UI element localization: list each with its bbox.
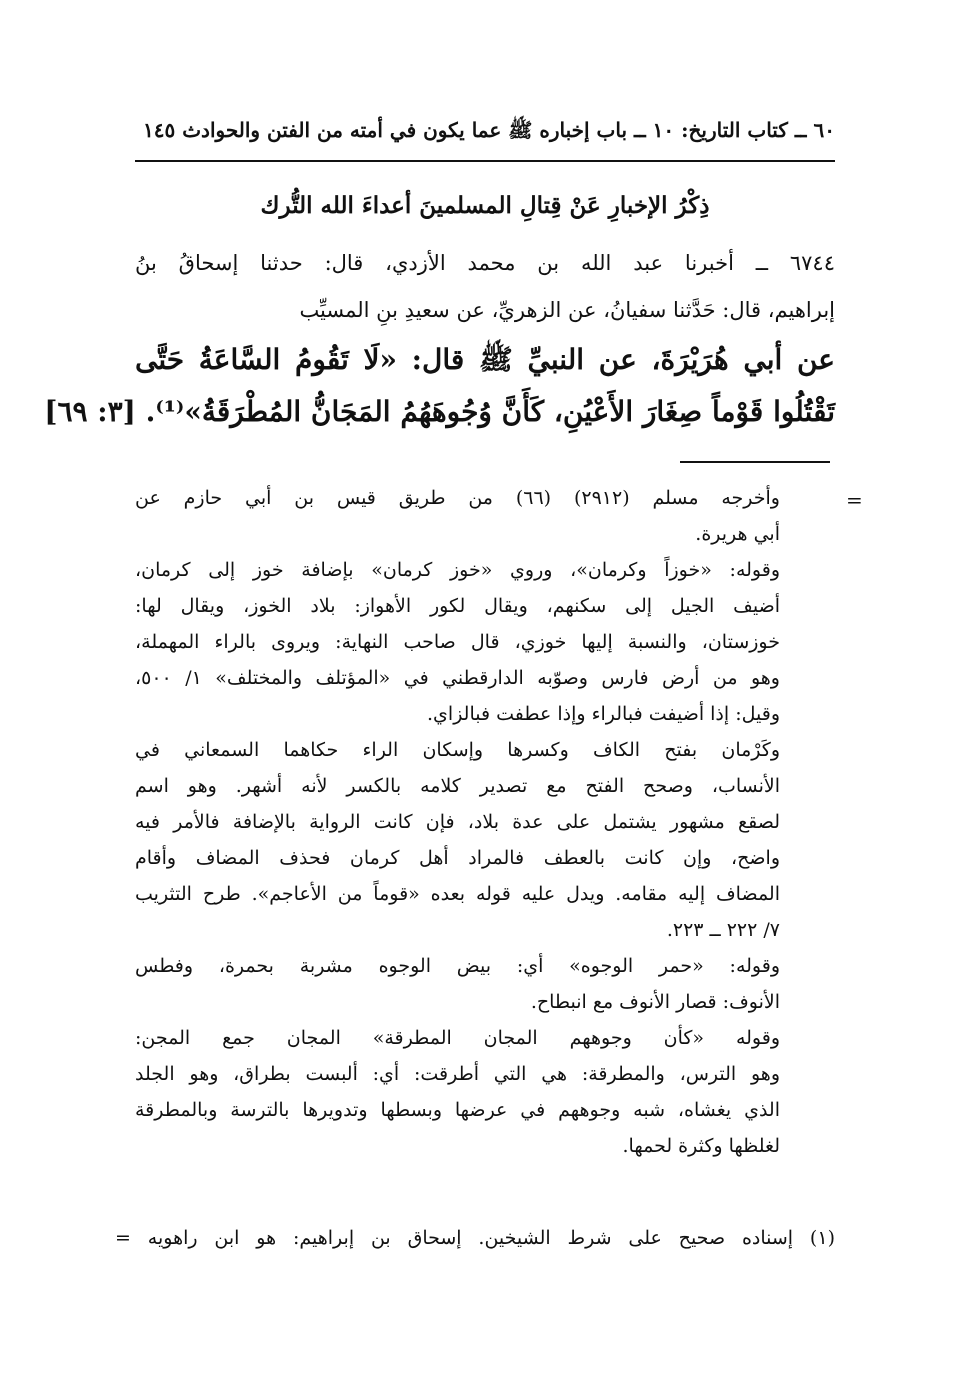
running-header: ٦٠ ــ كتاب التاريخ: ١٠ ــ باب إخباره ﷺ عما يكون في أمته من الفتن والحوادث ١٤٥ (143, 118, 835, 142)
note-line: أضيف الجيل إلى سكنهم، ويقال لكور الأهواز: بلاد الخوز، ويقال لها: (135, 595, 780, 617)
note-line: وقوله «كأن وجوههم المجان المطرقة» المجان جمع المجن: (135, 1027, 780, 1049)
note-line: الأنساب، وصحح الفتح مع تصدير كلامه بالكسر لأنه أشهر. وهو اسم (135, 775, 780, 797)
note-line: وأخرجه مسلم (٢٩١٢) (٦٦) من طريق قيس بن أبي حازم عن (135, 487, 780, 509)
footnote-rule (680, 461, 830, 463)
hadith-line: عن أبي هُرَيْرَةَ، عن النبيِّ ﷺ قال: «لَا تَقُومُ السَّاعَةُ حَتَّى (135, 343, 835, 376)
note-line: المضاف إليه مقامه. ويدل عليه قوله بعده «قوماً من الأعاجم». طرح التثريب (135, 883, 780, 905)
note-line: الذي يغشاه، شبه وجوههم في عرضها وبسطها وتدويرها بالترسة وبالمطرقة (135, 1099, 780, 1121)
note-line: وهو الترس، والمطرقة: هي التي أطرقت: أي: ألبست بطراق، وهو الجلد (135, 1063, 780, 1085)
note-line: واضح، وإن كانت بالعطف فالمراد أهل كرمان فحذف المضاف وأقام (135, 847, 780, 869)
footnote-1: (١) إسناده صحيح على شرط الشيخين. إسحاق بن إبراهيم: هو ابن راهويه = (115, 1227, 835, 1249)
continuation-mark: = (846, 488, 863, 512)
hadith-line: إبراهيم، قال: حَدَّثنا سفيانُ، عن الزهريِّ، عن سعيدِ بنِ المسيِّب (299, 298, 835, 322)
note-line: وكَرْمان بفتح الكاف وكسرها وإسكان الراء حكاهما السمعاني في (135, 739, 780, 761)
note-line: وقوله: «حمر الوجوه» أي: بيض الوجوه مشربة بحمرة، وفطس (135, 955, 780, 977)
hadith-line: تَقْتُلُوا قَوْماً صِغَارَ الأَعْيُنِ، كَأَنَّ وُجُوهَهُمُ المَجَانُّ المُطْرَقَةُ»⁽¹⁾. [٣: ٦٩] (44, 395, 835, 428)
chapter-title: ذِكْرُ الإخبارِ عَنْ قِتالِ المسلمينَ أعداءَ الله التُّرك (260, 192, 710, 219)
hadith-line: ٦٧٤٤ ــ أخبرنا عبد الله بن محمد الأزدي، قال: حدثنا إسحاقُ بنُ (135, 251, 835, 275)
commentary-notes (135, 480, 780, 1164)
note-line: وقوله: «خوزاً وكرمان»، وروي «خوز كرمان» بإضافة خوز إلى كرمان، (135, 559, 780, 581)
note-line: لغلظها وكثرة لحمها. (622, 1135, 780, 1157)
note-line: وقيل: إذا أضيفت فبالراء وإذا عطفت فبالزاي. (427, 703, 780, 725)
note-line: الأنوف: قصار الأنوف مع انبطاح. (530, 991, 780, 1013)
note-line: ٧/ ٢٢٢ ــ ٢٢٣. (666, 919, 780, 941)
header-rule (135, 160, 835, 162)
note-line: خوزستان، والنسبة إليها خوزي، قال صاحب النهاية: ويروى بالراء المهملة، (135, 631, 780, 653)
note-line: لصقع مشهور يشتمل على عدة بلاد، فإن كانت الرواية بالإضافة فالأمر فيه (135, 811, 780, 833)
hadith-text (44, 240, 835, 438)
note-line: أبي هريرة. (695, 523, 780, 545)
note-line: وهو من أرض فارس وصوّبه الدارقطني في «المؤتلف والمختلف» ١/ ٥٠٠، (135, 667, 780, 689)
